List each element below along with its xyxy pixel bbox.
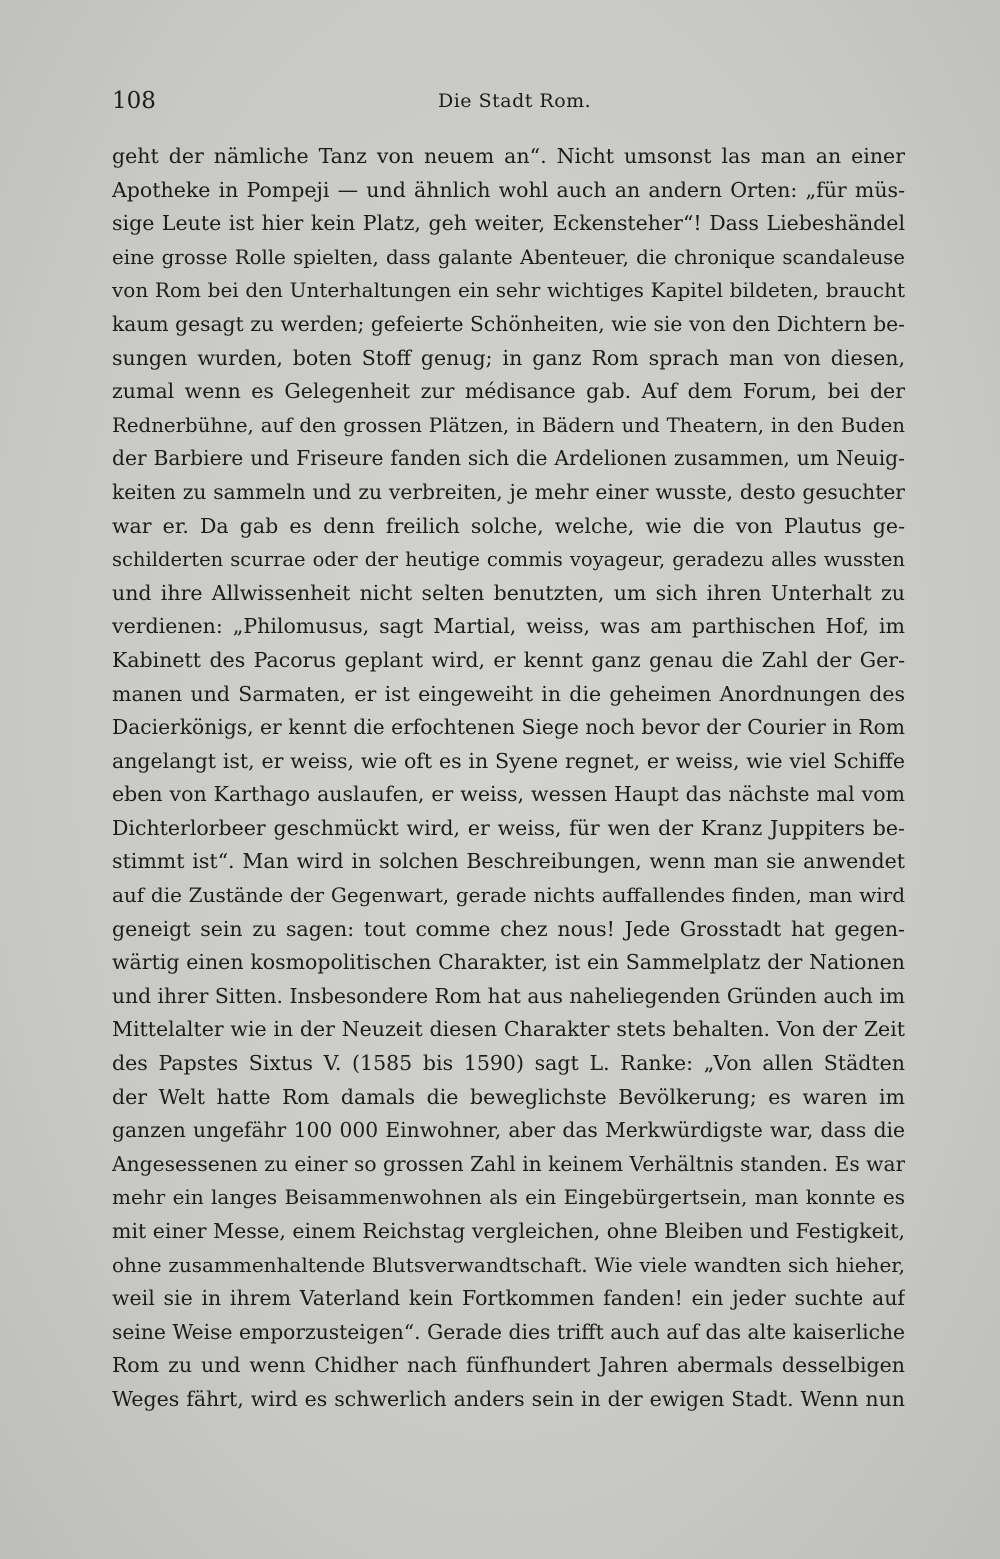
text-line: der Welt hatte Rom damals die beweglichste Bevölkerung; es waren im bbox=[112, 1084, 905, 1109]
text-line: sungen wurden, boten Stoff genug; in ganz Rom sprach man von diesen, bbox=[112, 345, 905, 370]
body-text bbox=[112, 140, 905, 1417]
text-line: der Barbiere und Friseure fanden sich die Ardelionen zusammen, um Neuig- bbox=[112, 446, 905, 471]
text-line: verdienen: „Philomusus, sagt Martial, weiss, was am parthischen Hof, im bbox=[112, 614, 905, 639]
text-line: mehr ein langes Beisammenwohnen als ein Eingebürgertsein, man konnte es bbox=[112, 1185, 905, 1210]
text-line: Mittelalter wie in der Neuzeit diesen Charakter stets behalten. Von der Zeit bbox=[112, 1017, 905, 1042]
text-line: wärtig einen kosmopolitischen Charakter, ist ein Sammelplatz der Nationen bbox=[112, 950, 905, 975]
text-line: schilderten scurrae oder der heutige commis voyageur, geradezu alles wussten bbox=[112, 548, 905, 572]
text-line: Rom zu und wenn Chidher nach fünfhundert Jahren abermals desselbigen bbox=[112, 1353, 905, 1378]
text-line: angelangt ist, er weiss, wie oft es in Syene regnet, er weiss, wie viel Schiffe bbox=[112, 748, 905, 773]
text-line: seine Weise emporzusteigen“. Gerade dies trifft auch auf das alte kaiserliche bbox=[112, 1319, 905, 1344]
text-line: Kabinett des Pacorus geplant wird, er kennt ganz genau die Zahl der Ger- bbox=[112, 647, 905, 672]
text-line: Apotheke in Pompeji — und ähnlich wohl auch an andern Orten: „für müs- bbox=[112, 177, 905, 202]
text-line: stimmt ist“. Man wird in solchen Beschreibungen, wenn man sie anwendet bbox=[112, 849, 905, 874]
text-line: Dacierkönigs, er kennt die erfochtenen Siege noch bevor der Courier in Rom bbox=[112, 715, 905, 740]
text-line: eine grosse Rolle spielten, dass galante Abenteuer, die chronique scandaleuse bbox=[112, 245, 905, 269]
text-line: war er. Da gab es denn freilich solche, welche, wie die von Plautus ge- bbox=[112, 513, 905, 538]
text-line: Weges fährt, wird es schwerlich anders sein in der ewigen Stadt. Wenn nun bbox=[112, 1386, 905, 1411]
text-line: eben von Karthago auslaufen, er weiss, wessen Haupt das nächste mal vom bbox=[112, 782, 905, 807]
text-line: des Papstes Sixtus V. (1585 bis 1590) sagt L. Ranke: „Von allen Städten bbox=[112, 1051, 905, 1076]
text-line: zumal wenn es Gelegenheit zur médisance gab. Auf dem Forum, bei der bbox=[112, 379, 905, 404]
text-line: auf die Zustände der Gegenwart, gerade nichts auffallendes finden, man wird bbox=[112, 883, 905, 908]
page-number: 108 bbox=[112, 88, 156, 114]
text-line: sige Leute ist hier kein Platz, geh weiter, Eckensteher“! Dass Liebeshändel bbox=[112, 211, 905, 236]
text-line: von Rom bei den Unterhaltungen ein sehr wichtiges Kapitel bildeten, braucht bbox=[112, 278, 905, 303]
text-line: ganzen ungefähr 100 000 Einwohner, aber das Merkwürdigste war, dass die bbox=[112, 1118, 905, 1143]
text-line: geneigt sein zu sagen: tout comme chez nous! Jede Grosstadt hat gegen- bbox=[112, 916, 905, 941]
running-head: Die Stadt Rom. bbox=[438, 90, 592, 112]
text-line: manen und Sarmaten, er ist eingeweiht in die geheimen Anordnungen des bbox=[112, 681, 905, 706]
text-line: Rednerbühne, auf den grossen Plätzen, in Bädern und Theatern, in den Buden bbox=[112, 413, 905, 437]
text-line: kaum gesagt zu werden; gefeierte Schönheiten, wie sie von den Dichtern be- bbox=[112, 311, 905, 336]
text-line: weil sie in ihrem Vaterland kein Fortkommen fanden! ein jeder suchte auf bbox=[112, 1286, 905, 1311]
text-line: und ihre Allwissenheit nicht selten benutzten, um sich ihren Unterhalt zu bbox=[112, 580, 905, 605]
text-line: Dichterlorbeer geschmückt wird, er weiss, für wen der Kranz Juppiters be- bbox=[112, 815, 905, 840]
text-line: ohne zusammenhaltende Blutsverwandtschaft. Wie viele wandten sich hieher, bbox=[112, 1252, 905, 1277]
page-header bbox=[112, 88, 905, 120]
text-line: Angesessenen zu einer so grossen Zahl in keinem Verhältnis standen. Es war bbox=[112, 1151, 905, 1176]
text-line: mit einer Messe, einem Reichstag vergleichen, ohne Bleiben und Festigkeit, bbox=[112, 1219, 905, 1243]
text-line: geht der nämliche Tanz von neuem an“. Nicht umsonst las man an einer bbox=[112, 144, 905, 168]
text-line: und ihrer Sitten. Insbesondere Rom hat aus naheliegenden Gründen auch im bbox=[112, 983, 905, 1008]
text-line: keiten zu sammeln und zu verbreiten, je mehr einer wusste, desto gesuchter bbox=[112, 479, 905, 504]
